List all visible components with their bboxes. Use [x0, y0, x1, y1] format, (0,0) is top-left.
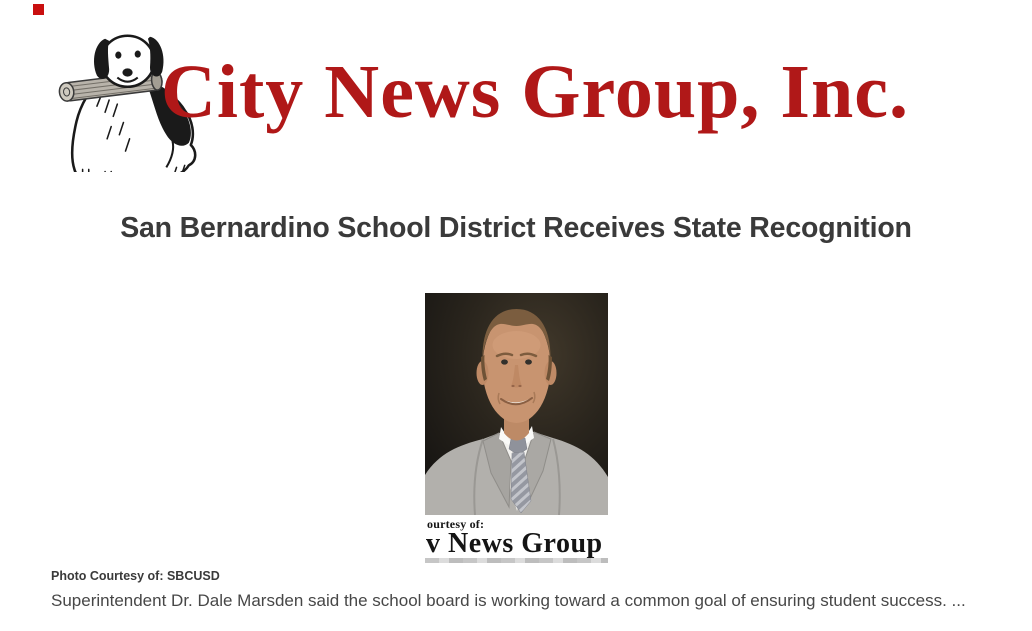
photo-bottom-strip — [425, 558, 608, 563]
portrait-image — [425, 293, 608, 515]
photo-watermark-band — [425, 515, 608, 558]
watermark-small-text: ourtesy of: — [427, 517, 485, 531]
masthead-logo[interactable] — [0, 0, 1032, 180]
article-photo[interactable] — [425, 293, 608, 563]
watermark-large-text: v News Group — [426, 528, 603, 558]
article-headline: San Bernardino School District Receives State Recognition — [120, 212, 912, 244]
photo-caption: Photo Courtesy of: SBCUSD — [51, 569, 220, 583]
company-name: City News Group, Inc. — [161, 50, 909, 134]
article-body-text: Superintendent Dr. Dale Marsden said the school board is working toward a common goal of ensuring student success. ... — [51, 591, 966, 610]
